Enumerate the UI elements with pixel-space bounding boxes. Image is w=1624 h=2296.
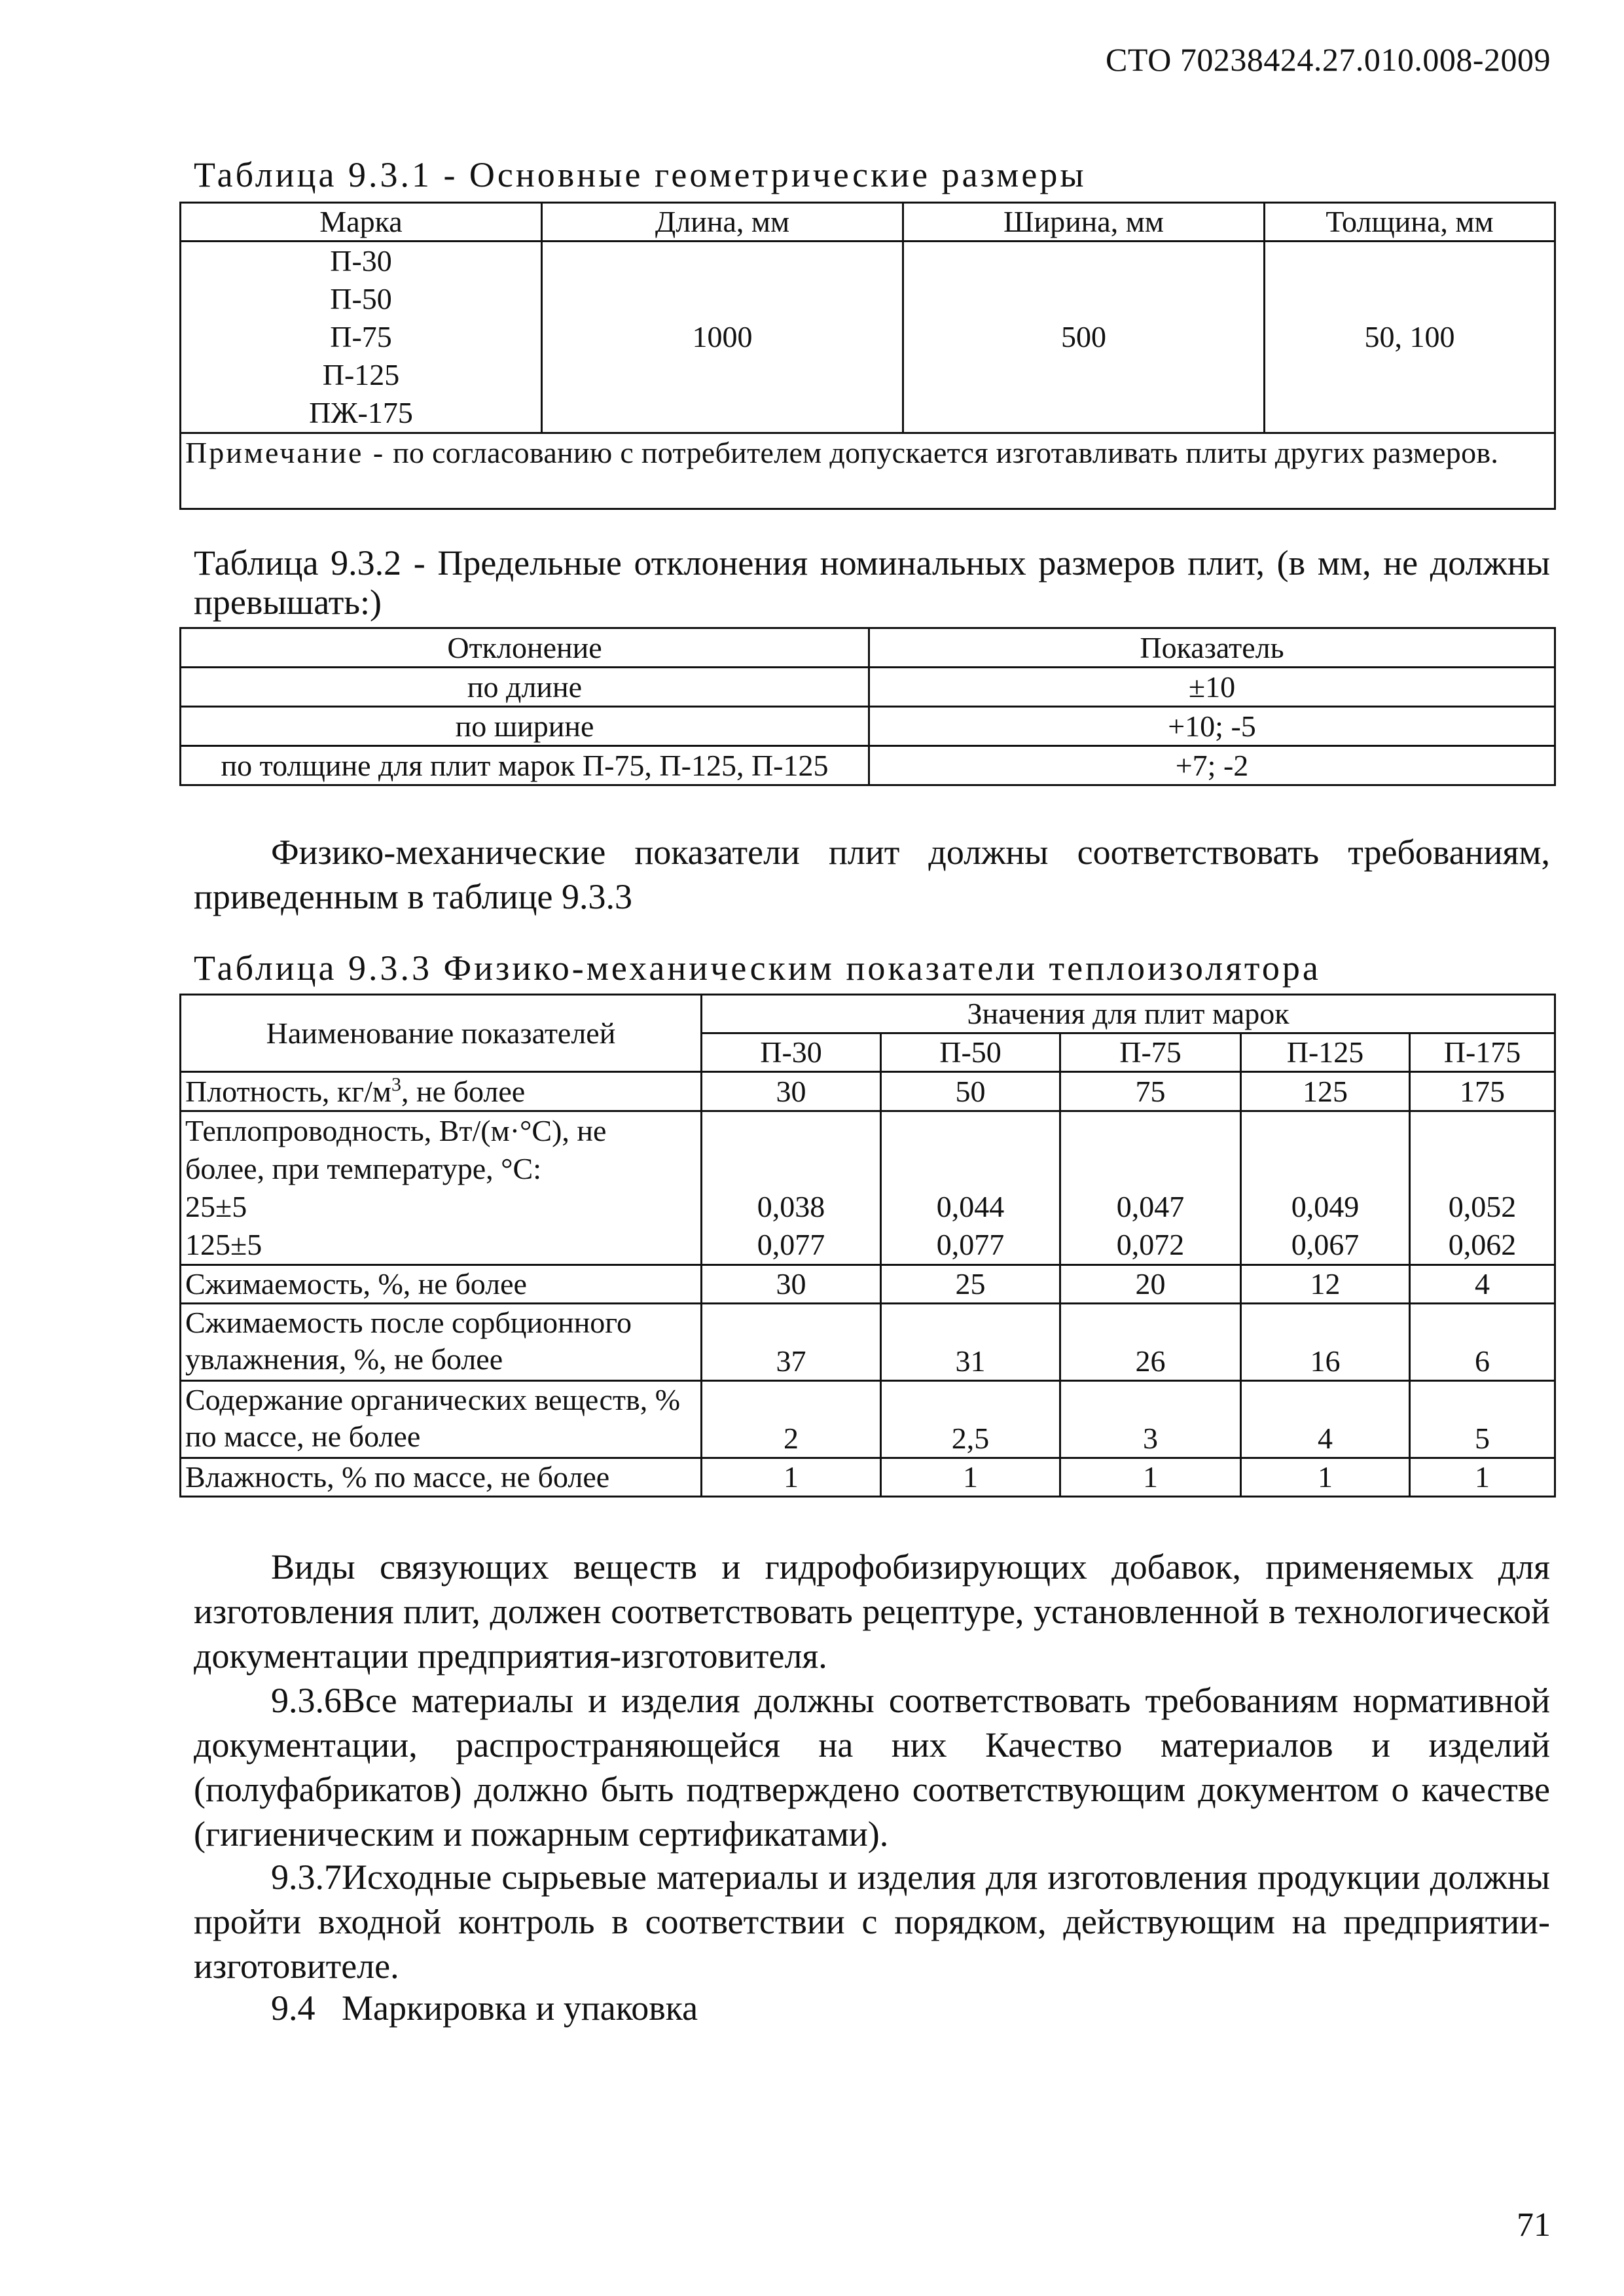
table-2-header-value: Показатель [869,628,1555,668]
value-125: 0,072 [1116,1228,1185,1261]
value-cell: 30 [702,1072,881,1111]
value-cell [1060,1111,1241,1265]
document-code: СТО 70238424.27.010.008-2009 [1106,41,1551,78]
value-cell: 4 [1410,1265,1555,1304]
value-cell: 6 [1410,1304,1555,1381]
table-2 [179,627,1556,786]
table-1-thickness-value: 50, 100 [1265,242,1555,433]
humidity-label: Влажность, % по массе, не более [181,1458,702,1497]
conductivity-line-1: Теплопроводность, Вт/(м·°С), не [185,1114,607,1147]
table-3-header-name: Наименование показателей [181,995,702,1072]
note-text: по согласованию с потребителем допускается изготавливать плиты других размеров. [393,436,1499,469]
table-row [181,1381,1555,1458]
value-125: 0,067 [1291,1228,1360,1261]
value-cell: 1 [702,1458,881,1497]
table-1-length-value: 1000 [542,242,903,433]
value-cell: 5 [1410,1381,1555,1458]
value-25: 0,047 [1116,1190,1185,1223]
conductivity-line-2: более, при температуре, °С: [185,1152,541,1185]
value-cell: 16 [1241,1304,1410,1381]
table-2-header-deviation: Отклонение [181,628,869,668]
deviation-name: по ширине [181,707,869,746]
value-25: 0,038 [757,1190,825,1223]
value-cell: 2 [702,1381,881,1458]
table-1-note [181,433,1555,509]
value-125: 0,077 [757,1228,825,1261]
table-1 [179,202,1556,510]
conductivity-temp-1: 25±5 [185,1190,247,1223]
value-cell [702,1111,881,1265]
value-125: 0,077 [936,1228,1005,1261]
table-row [181,1265,1555,1304]
value-cell: 26 [1060,1304,1241,1381]
paragraph-9-3-7: 9.3.7Исходные сырьевые материалы и изделия для изготовления продукции должны пройти входной контроль в соответствии с порядком, действующим на предприятии-изготовителе. [194,1857,1550,1986]
value-cell: 1 [1060,1458,1241,1497]
deviation-name: по длине [181,668,869,707]
table-1-header-thickness: Толщина, мм [1265,203,1555,242]
table-1-marks-cell [181,242,542,433]
section-heading-9-4: 9.4 Маркировка и упаковка [271,1988,698,2028]
table-3-header-values: Значения для плит марок [702,995,1555,1033]
table-row [181,1111,1555,1265]
mark-header: П-175 [1410,1033,1555,1072]
value-cell [881,1111,1060,1265]
value-cell: 50 [881,1072,1060,1111]
table-row [181,746,1555,785]
value-cell: 12 [1241,1265,1410,1304]
density-label-prefix: Плотность, кг/м [185,1074,392,1108]
density-label-sup: 3 [391,1073,402,1096]
table-1-width-value: 500 [903,242,1265,433]
value-cell: 75 [1060,1072,1241,1111]
table-1-caption: Таблица 9.3.1 - Основные геометрические размеры [194,155,1087,194]
value-cell: 1 [1410,1458,1555,1497]
table-3 [179,994,1556,1498]
paragraph-binders: Виды связующих веществ и гидрофобизирующих добавок, применяемых для изготовления плит, должен соответствовать рецептуре, установленной в технологической документации предприятия-изготовителя. [194,1547,1550,1676]
value-cell: 31 [881,1304,1060,1381]
table-row [181,707,1555,746]
value-25: 0,049 [1291,1190,1360,1223]
value-25: 0,052 [1448,1190,1517,1223]
conductivity-temp-2: 125±5 [185,1228,262,1261]
table-2-caption: Таблица 9.3.2 - Предельные отклонения номинальных размеров плит, (в мм, не должны превышать:) [194,543,1550,622]
value-cell: 125 [1241,1072,1410,1111]
table-1-header-mark: Марка [181,203,542,242]
deviation-value: ±10 [869,668,1555,707]
note-label: Примечание - [185,436,386,469]
mark-item: П-125 [322,358,400,391]
mark-header: П-30 [702,1033,881,1072]
conductivity-label [181,1111,702,1265]
table-row [181,668,1555,707]
value-cell: 4 [1241,1381,1410,1458]
deviation-value: +10; -5 [869,707,1555,746]
organic-content-label: Содержание органических веществ, % по массе, не более [181,1381,702,1458]
density-label [181,1072,702,1111]
mark-header: П-125 [1241,1033,1410,1072]
value-cell: 25 [881,1265,1060,1304]
table-1-header-length: Длина, мм [542,203,903,242]
value-cell: 175 [1410,1072,1555,1111]
table-3-caption: Таблица 9.3.3 Физико-механическим показатели теплоизолятора [194,948,1321,988]
value-cell: 3 [1060,1381,1241,1458]
mark-item: ПЖ-175 [309,396,413,429]
mark-item: П-75 [330,320,392,353]
value-cell: 1 [1241,1458,1410,1497]
density-label-suffix: , не более [401,1074,526,1108]
mark-item: П-30 [330,244,392,278]
value-cell: 37 [702,1304,881,1381]
value-cell [1241,1111,1410,1265]
value-125: 0,062 [1448,1228,1517,1261]
value-cell: 20 [1060,1265,1241,1304]
paragraph-physical-requirements: Физико-механические показатели плит должны соответствовать требованиям, приведенным в таблице 9.3.3 [194,833,1550,916]
page-number: 71 [1517,2206,1551,2244]
value-cell: 30 [702,1265,881,1304]
deviation-name: по толщине для плит марок П-75, П-125, П-125 [181,746,869,785]
table-row [181,1072,1555,1111]
table-row [181,1458,1555,1497]
value-cell: 2,5 [881,1381,1060,1458]
mark-header: П-75 [1060,1033,1241,1072]
value-cell: 1 [881,1458,1060,1497]
compressibility-label: Сжимаемость, %, не более [181,1265,702,1304]
mark-item: П-50 [330,282,392,315]
table-1-header-width: Ширина, мм [903,203,1265,242]
table-row [181,1304,1555,1381]
mark-header: П-50 [881,1033,1060,1072]
paragraph-9-3-6: 9.3.6Все материалы и изделия должны соответствовать требованиям нормативной документации, распространяющейся на них Качество материалов и изделий (полуфабрикатов) должно быть подтверждено соответствующим документом о качестве (гигиеническим и пожарным сертификатами). [194,1681,1550,1854]
deviation-value: +7; -2 [869,746,1555,785]
sorption-compressibility-label: Сжимаемость после сорбционного увлажнения, %, не более [181,1304,702,1381]
value-cell [1410,1111,1555,1265]
value-25: 0,044 [936,1190,1005,1223]
